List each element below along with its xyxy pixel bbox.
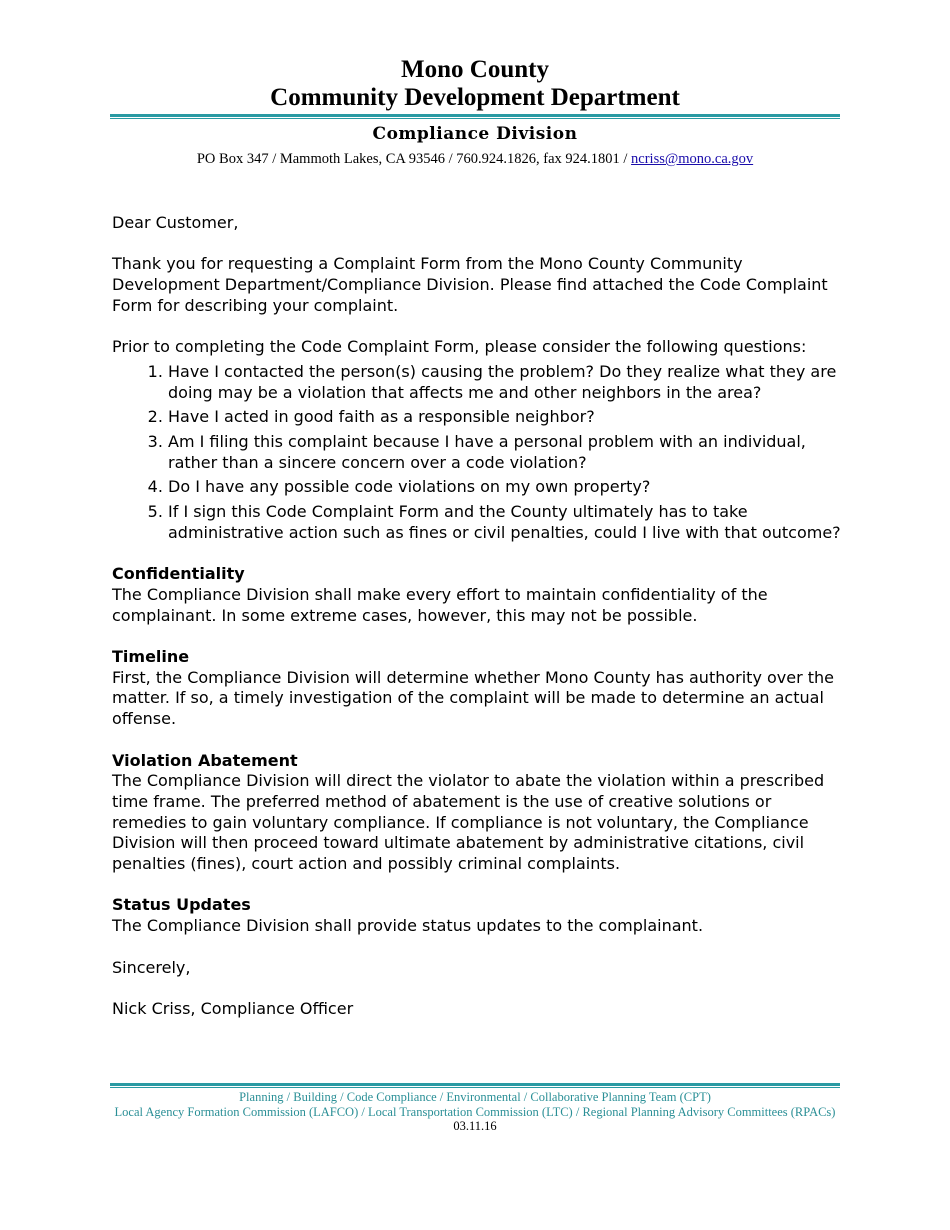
header-divider [110, 114, 840, 119]
section-heading-confidentiality: Confidentiality [112, 564, 245, 584]
question-item: 2. Have I acted in good faith as a responsible neighbor? [168, 407, 842, 428]
section-body-status-updates: The Compliance Division shall provide status updates to the complainant. [112, 916, 704, 936]
question-item: 5. If I sign this Code Complaint Form and the County ultimately has to take administrative action such as fines or civil penalties, could I live with that outcome? [168, 502, 842, 543]
signature: Nick Criss, Compliance Officer [112, 998, 354, 1018]
footer-commissions-line: Local Agency Formation Commission (LAFCO) / Local Transportation Commission (LTC) / Regional Planning Advisory Committees (RPACs) [114, 1104, 836, 1119]
letter-body [112, 213, 842, 1040]
section-heading-violation-abatement: Violation Abatement [112, 750, 298, 770]
questions-lead: Prior to completing the Code Complaint Form, please consider the following questions: [112, 337, 807, 357]
department-name: Community Development Department [270, 84, 680, 111]
footer-programs-line: Planning / Building / Code Compliance / Environmental / Collaborative Planning Team (CPT) [239, 1090, 711, 1104]
section-heading-timeline: Timeline [112, 647, 190, 666]
question-item: 4. Do I have any possible code violations on my own property? [168, 477, 842, 498]
mailing-address: PO Box 347 / Mammoth Lakes, CA 93546 / 760.924.1826, fax 924.1801 / [196, 151, 632, 167]
closing: Sincerely, [112, 957, 191, 977]
county-name: Mono County [401, 56, 549, 83]
question-item: 1. Have I contacted the person(s) causing the problem? Do they realize what they are doing may be a violation that affects me and other neighbors in the area? [168, 362, 842, 403]
salutation: Dear Customer, [112, 213, 239, 232]
question-item: 3. Am I filing this complaint because I have a personal problem with an individual, rather than a sincere concern over a code violation? [168, 432, 842, 473]
questions-list [112, 362, 842, 544]
section-heading-status-updates: Status Updates [112, 895, 251, 915]
footer-divider [110, 1083, 840, 1088]
section-body-violation-abatement: The Compliance Division will direct the violator to abate the violation within a prescribed time frame. The preferred method of abatement is the use of creative solutions or remedies to gain voluntary compliance. If compliance is not voluntary, the Compliance Division will then proceed toward ultimate abatement by administrative citations, civil penalties (fines), court action and possibly criminal complaints. [112, 771, 825, 874]
footer-date: 03.11.16 [453, 1119, 497, 1133]
letterhead [110, 56, 840, 168]
footer [110, 1081, 840, 1134]
section-body-timeline: First, the Compliance Division will determine whether Mono County has authority over the matter. If so, a timely investigation of the complaint will be made to determine an actual offense. [112, 667, 835, 729]
intro-paragraph: Thank you for requesting a Complaint Form from the Mono County Community Development Department/Compliance Division. Please find attached the Code Complaint Form for describing your complaint. [112, 254, 828, 315]
contact-line [110, 150, 840, 168]
email-link[interactable]: ncriss@mono.ca.gov [631, 151, 754, 167]
section-body-confidentiality: The Compliance Division shall make every effort to maintain confidentiality of the complainant. In some extreme cases, however, this may not be possible. [112, 584, 768, 625]
division-name: Compliance Division [372, 124, 578, 144]
